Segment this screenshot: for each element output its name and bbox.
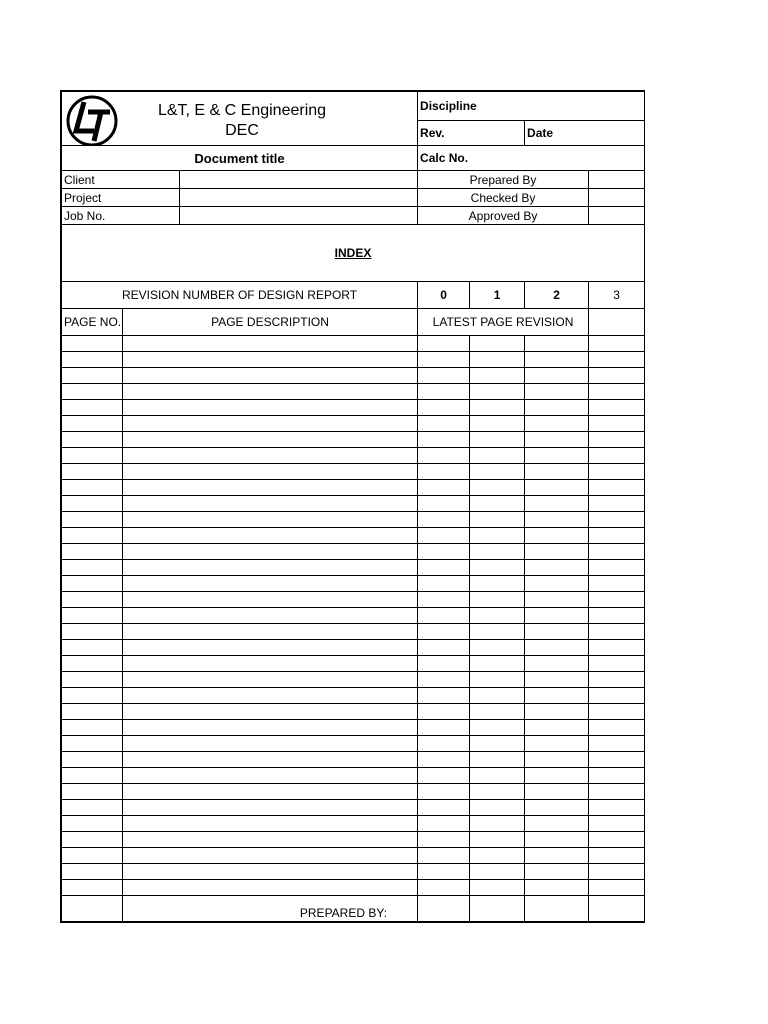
page-no-cell xyxy=(62,432,123,448)
rev-3-cell xyxy=(589,544,645,560)
rev-0-cell xyxy=(418,752,470,768)
page-description-cell xyxy=(123,576,418,592)
rev-0-cell xyxy=(418,528,470,544)
page-description-cell xyxy=(123,384,418,400)
index-row xyxy=(62,592,645,608)
checked-by-label: Checked By xyxy=(418,189,589,207)
rev-2-cell xyxy=(525,464,589,480)
rev-1-cell xyxy=(470,672,525,688)
index-row xyxy=(62,352,645,368)
page-no-cell xyxy=(62,368,123,384)
page-no-cell xyxy=(62,496,123,512)
rev-1-cell xyxy=(470,656,525,672)
index-row xyxy=(62,848,645,864)
rev-1-cell xyxy=(470,384,525,400)
rev-2-cell xyxy=(525,768,589,784)
index-row xyxy=(62,736,645,752)
footer-page-no-cell xyxy=(62,896,123,922)
page-no-cell xyxy=(62,352,123,368)
rev-2-cell xyxy=(525,816,589,832)
revision-3: 3 xyxy=(589,282,645,309)
rev-3-cell xyxy=(589,832,645,848)
rev-2-cell xyxy=(525,400,589,416)
index-row xyxy=(62,640,645,656)
rev-3-cell xyxy=(589,416,645,432)
rev-0-cell xyxy=(418,384,470,400)
job-no-value xyxy=(180,207,418,225)
client-value xyxy=(180,171,418,189)
rev-2-cell xyxy=(525,480,589,496)
rev-1-cell xyxy=(470,400,525,416)
rev-3-cell xyxy=(589,720,645,736)
page-no-cell xyxy=(62,736,123,752)
page-description-cell xyxy=(123,832,418,848)
index-row xyxy=(62,672,645,688)
index-row xyxy=(62,400,645,416)
index-row xyxy=(62,800,645,816)
rev-1-cell xyxy=(470,832,525,848)
page-no-cell xyxy=(62,640,123,656)
rev-2-cell xyxy=(525,576,589,592)
footer-rev-1-cell xyxy=(470,896,525,922)
footer-rev-0-cell xyxy=(418,896,470,922)
rev-1-cell xyxy=(470,560,525,576)
rev-2-cell xyxy=(525,736,589,752)
index-row xyxy=(62,432,645,448)
page-description-cell xyxy=(123,432,418,448)
rev-0-cell xyxy=(418,352,470,368)
rev-0-cell xyxy=(418,448,470,464)
rev-3-cell xyxy=(589,592,645,608)
rev-1-cell xyxy=(470,352,525,368)
page-description-cell xyxy=(123,688,418,704)
page-no-cell xyxy=(62,336,123,352)
index-row xyxy=(62,368,645,384)
rev-1-cell xyxy=(470,528,525,544)
rev-2-cell xyxy=(525,864,589,880)
company-line-1: L&T, E & C Engineering xyxy=(157,102,327,119)
rev-2-cell xyxy=(525,800,589,816)
rev-1-cell xyxy=(470,464,525,480)
rev-0-cell xyxy=(418,672,470,688)
rev-0-cell xyxy=(418,608,470,624)
page-no-cell xyxy=(62,848,123,864)
index-row xyxy=(62,656,645,672)
rev-2-cell xyxy=(525,592,589,608)
rev-0-cell xyxy=(418,720,470,736)
page-no-cell xyxy=(62,544,123,560)
page-no-cell xyxy=(62,880,123,896)
index-row xyxy=(62,544,645,560)
rev-3-cell xyxy=(589,608,645,624)
page-description-cell xyxy=(123,720,418,736)
rev-1-cell xyxy=(470,752,525,768)
rev-0-cell xyxy=(418,576,470,592)
rev-3-cell xyxy=(589,704,645,720)
rev-1-cell xyxy=(470,768,525,784)
page-no-cell xyxy=(62,816,123,832)
rev-0-cell xyxy=(418,624,470,640)
rev-label: Rev. xyxy=(418,121,525,146)
rev-3-cell xyxy=(589,880,645,896)
index-row xyxy=(62,448,645,464)
page-description-cell xyxy=(123,592,418,608)
page-no-cell xyxy=(62,672,123,688)
company-header xyxy=(62,92,418,146)
index-row xyxy=(62,624,645,640)
rev-0-cell xyxy=(418,784,470,800)
index-row xyxy=(62,864,645,880)
index-row xyxy=(62,704,645,720)
col-header-page-description: PAGE DESCRIPTION xyxy=(123,309,418,336)
page-description-cell xyxy=(123,416,418,432)
rev-1-cell xyxy=(470,432,525,448)
rev-0-cell xyxy=(418,704,470,720)
rev-2-cell xyxy=(525,528,589,544)
rev-1-cell xyxy=(470,592,525,608)
index-sheet xyxy=(61,91,644,922)
rev-3-cell xyxy=(589,464,645,480)
rev-0-cell xyxy=(418,480,470,496)
rev-1-cell xyxy=(470,416,525,432)
page-no-cell xyxy=(62,512,123,528)
page-no-cell xyxy=(62,560,123,576)
page-description-cell xyxy=(123,704,418,720)
page-no-cell xyxy=(62,480,123,496)
rev-0-cell xyxy=(418,400,470,416)
rev-3-cell xyxy=(589,368,645,384)
page-no-cell xyxy=(62,400,123,416)
rev-0-cell xyxy=(418,656,470,672)
rev-3-cell xyxy=(589,336,645,352)
rev-1-cell xyxy=(470,784,525,800)
rev-0-cell xyxy=(418,496,470,512)
rev-3-cell xyxy=(589,640,645,656)
rev-0-cell xyxy=(418,848,470,864)
calc-no-label: Calc No. xyxy=(418,146,645,171)
rev-3-cell xyxy=(589,528,645,544)
rev-1-cell xyxy=(470,816,525,832)
rev-2-cell xyxy=(525,432,589,448)
rev-2-cell xyxy=(525,336,589,352)
page-no-cell xyxy=(62,864,123,880)
rev-3-cell xyxy=(589,816,645,832)
rev-1-cell xyxy=(470,496,525,512)
revision-2: 2 xyxy=(525,282,589,309)
index-row xyxy=(62,560,645,576)
index-row xyxy=(62,880,645,896)
page-description-cell xyxy=(123,528,418,544)
page-description-cell xyxy=(123,560,418,576)
rev-2-cell xyxy=(525,352,589,368)
index-row xyxy=(62,384,645,400)
rev-0-cell xyxy=(418,800,470,816)
index-row xyxy=(62,464,645,480)
rev-0-cell xyxy=(418,864,470,880)
page-description-cell xyxy=(123,816,418,832)
project-label: Project xyxy=(62,189,180,207)
page-no-cell xyxy=(62,592,123,608)
col-header-latest-revision: LATEST PAGE REVISION xyxy=(418,309,589,336)
index-row xyxy=(62,528,645,544)
page-no-cell xyxy=(62,832,123,848)
rev-2-cell xyxy=(525,384,589,400)
rev-3-cell xyxy=(589,432,645,448)
rev-1-cell xyxy=(470,624,525,640)
rev-1-cell xyxy=(470,736,525,752)
prepared-by-label: Prepared By xyxy=(418,171,589,189)
prepared-by-value xyxy=(589,171,645,189)
page-description-cell xyxy=(123,336,418,352)
rev-3-cell xyxy=(589,576,645,592)
rev-3-cell xyxy=(589,624,645,640)
rev-0-cell xyxy=(418,768,470,784)
checked-by-value xyxy=(589,189,645,207)
page-no-cell xyxy=(62,608,123,624)
rev-1-cell xyxy=(470,368,525,384)
page-description-cell xyxy=(123,656,418,672)
job-no-label: Job No. xyxy=(62,207,180,225)
rev-3-cell xyxy=(589,752,645,768)
rev-2-cell xyxy=(525,752,589,768)
discipline-label: Discipline xyxy=(418,92,645,121)
rev-2-cell xyxy=(525,848,589,864)
rev-1-cell xyxy=(470,800,525,816)
rev-0-cell xyxy=(418,464,470,480)
page-no-cell xyxy=(62,784,123,800)
page-description-cell xyxy=(123,848,418,864)
rev-0-cell xyxy=(418,688,470,704)
rev-2-cell xyxy=(525,784,589,800)
page-no-cell xyxy=(62,800,123,816)
rev-3-cell xyxy=(589,384,645,400)
rev-1-cell xyxy=(470,688,525,704)
page-description-cell xyxy=(123,880,418,896)
rev-3-cell xyxy=(589,656,645,672)
rev-0-cell xyxy=(418,416,470,432)
rev-0-cell xyxy=(418,640,470,656)
page-description-cell xyxy=(123,544,418,560)
rev-0-cell xyxy=(418,336,470,352)
page-description-cell xyxy=(123,352,418,368)
rev-2-cell xyxy=(525,656,589,672)
index-row xyxy=(62,416,645,432)
rev-2-cell xyxy=(525,512,589,528)
page-no-cell xyxy=(62,528,123,544)
rev-0-cell xyxy=(418,592,470,608)
rev-3-cell xyxy=(589,560,645,576)
company-name xyxy=(132,101,352,141)
rev-2-cell xyxy=(525,560,589,576)
rev-3-cell xyxy=(589,768,645,784)
rev-0-cell xyxy=(418,368,470,384)
rev-1-cell xyxy=(470,576,525,592)
rev-3-cell xyxy=(589,848,645,864)
index-row xyxy=(62,768,645,784)
footer-prepared-by: PREPARED BY: xyxy=(123,896,418,922)
rev-3-cell xyxy=(589,688,645,704)
rev-3-cell xyxy=(589,480,645,496)
rev-1-cell xyxy=(470,880,525,896)
page-description-cell xyxy=(123,672,418,688)
rev-1-cell xyxy=(470,720,525,736)
rev-3-cell xyxy=(589,864,645,880)
rev-1-cell xyxy=(470,336,525,352)
page-no-cell xyxy=(62,624,123,640)
revision-row-label: REVISION NUMBER OF DESIGN REPORT xyxy=(62,282,418,309)
rev-2-cell xyxy=(525,832,589,848)
page-no-cell xyxy=(62,384,123,400)
rev-1-cell xyxy=(470,608,525,624)
rev-1-cell xyxy=(470,704,525,720)
project-value xyxy=(180,189,418,207)
rev-0-cell xyxy=(418,512,470,528)
index-row xyxy=(62,752,645,768)
date-label: Date xyxy=(525,121,645,146)
rev-0-cell xyxy=(418,736,470,752)
page-description-cell xyxy=(123,512,418,528)
rev-2-cell xyxy=(525,368,589,384)
rev-3-cell xyxy=(589,400,645,416)
rev-3-cell xyxy=(589,784,645,800)
rev-2-cell xyxy=(525,880,589,896)
revision-0: 0 xyxy=(418,282,470,309)
page-no-cell xyxy=(62,720,123,736)
rev-2-cell xyxy=(525,416,589,432)
rev-3-cell xyxy=(589,352,645,368)
page-no-cell xyxy=(62,752,123,768)
page-description-cell xyxy=(123,752,418,768)
page-no-cell xyxy=(62,464,123,480)
index-row xyxy=(62,480,645,496)
index-row xyxy=(62,784,645,800)
page-no-cell xyxy=(62,576,123,592)
rev-2-cell xyxy=(525,704,589,720)
index-row xyxy=(62,608,645,624)
approved-by-label: Approved By xyxy=(418,207,589,225)
page-no-cell xyxy=(62,448,123,464)
rev-0-cell xyxy=(418,832,470,848)
client-label: Client xyxy=(62,171,180,189)
rev-0-cell xyxy=(418,544,470,560)
company-line-2: DEC xyxy=(225,122,259,139)
rev-1-cell xyxy=(470,640,525,656)
rev-0-cell xyxy=(418,432,470,448)
rev-3-cell xyxy=(589,448,645,464)
approved-by-value xyxy=(589,207,645,225)
rev-2-cell xyxy=(525,720,589,736)
lt-logo-icon xyxy=(66,95,118,146)
rev-0-cell xyxy=(418,816,470,832)
document-title-label: Document title xyxy=(62,146,418,171)
index-row xyxy=(62,688,645,704)
page-description-cell xyxy=(123,480,418,496)
rev-1-cell xyxy=(470,480,525,496)
page-no-cell xyxy=(62,768,123,784)
rev-1-cell xyxy=(470,512,525,528)
page-description-cell xyxy=(123,624,418,640)
revision-1: 1 xyxy=(470,282,525,309)
rev-3-cell xyxy=(589,736,645,752)
rev-1-cell xyxy=(470,448,525,464)
rev-2-cell xyxy=(525,496,589,512)
rev-2-cell xyxy=(525,624,589,640)
rev-2-cell xyxy=(525,688,589,704)
page-description-cell xyxy=(123,768,418,784)
page-no-cell xyxy=(62,416,123,432)
rev-2-cell xyxy=(525,448,589,464)
rev-1-cell xyxy=(470,848,525,864)
rev-2-cell xyxy=(525,544,589,560)
page-description-cell xyxy=(123,608,418,624)
page-description-cell xyxy=(123,448,418,464)
index-row xyxy=(62,576,645,592)
index-title: INDEX xyxy=(62,225,645,282)
rev-2-cell xyxy=(525,672,589,688)
index-row xyxy=(62,816,645,832)
rev-3-cell xyxy=(589,800,645,816)
rev-3-cell xyxy=(589,496,645,512)
rev-1-cell xyxy=(470,544,525,560)
index-row xyxy=(62,832,645,848)
index-row xyxy=(62,720,645,736)
col-header-extra xyxy=(589,309,645,336)
col-header-page-no: PAGE NO. xyxy=(62,309,123,336)
page-description-cell xyxy=(123,400,418,416)
page-description-cell xyxy=(123,736,418,752)
rev-0-cell xyxy=(418,880,470,896)
page-description-cell xyxy=(123,464,418,480)
page-description-cell xyxy=(123,640,418,656)
page-no-cell xyxy=(62,656,123,672)
index-row xyxy=(62,512,645,528)
page-no-cell xyxy=(62,688,123,704)
page-description-cell xyxy=(123,368,418,384)
index-row xyxy=(62,496,645,512)
rev-2-cell xyxy=(525,608,589,624)
page-no-cell xyxy=(62,704,123,720)
rev-0-cell xyxy=(418,560,470,576)
index-table xyxy=(61,91,645,922)
page-description-cell xyxy=(123,800,418,816)
page-description-cell xyxy=(123,496,418,512)
page-description-cell xyxy=(123,784,418,800)
footer-rev-2-cell xyxy=(525,896,589,922)
index-row xyxy=(62,336,645,352)
rev-3-cell xyxy=(589,512,645,528)
page-description-cell xyxy=(123,864,418,880)
footer-rev-3-cell xyxy=(589,896,645,922)
rev-2-cell xyxy=(525,640,589,656)
rev-3-cell xyxy=(589,672,645,688)
rev-1-cell xyxy=(470,864,525,880)
